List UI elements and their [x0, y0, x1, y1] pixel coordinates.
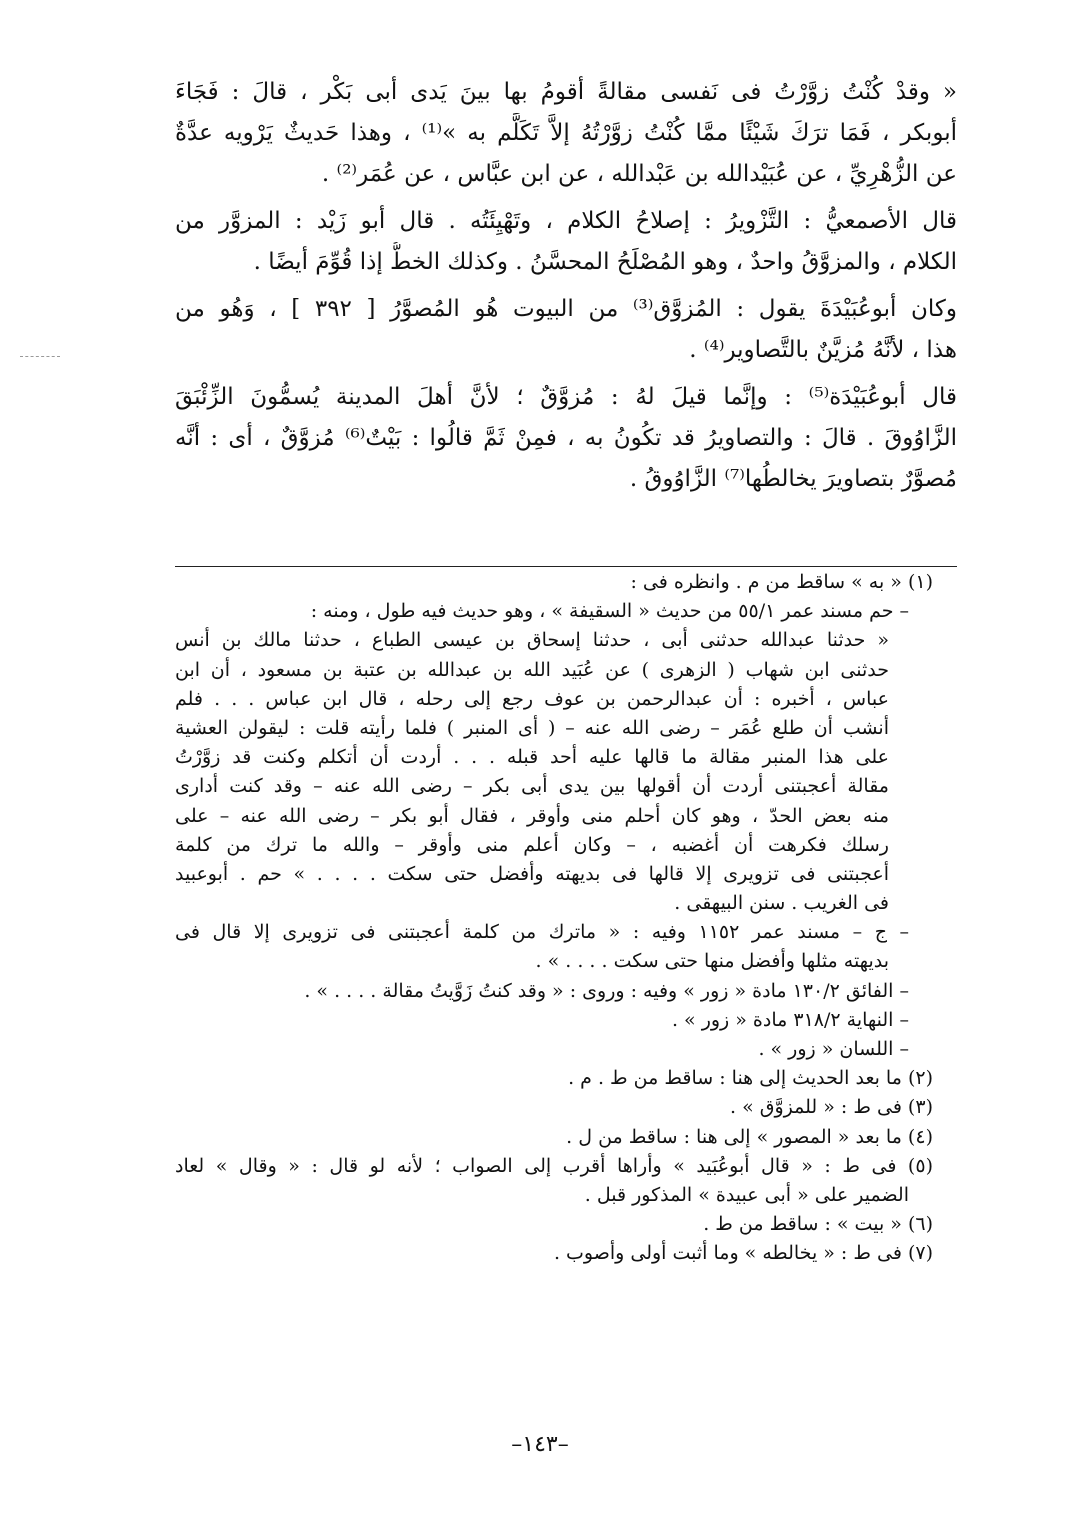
footnote-line: حدثنى ابن شهاب ( الزهرى ) عن عُبَيد الله بن عبدالله بن عتبة بن مسعود ، أن ابن [175, 658, 889, 681]
main-text-line: « وقدْ كُنْتُ زوَّرْتُ فى نَفسى مقالةً أقومُ بها بينَ يَدى أبى بَكْر ، قالَ : فَجَاءَ [175, 79, 957, 105]
footnote-line: أعجبتنى فى تزويرى إلا قالها فى بديهته وأفضل حتى سكت . . . . » حم . أبوعبيد [175, 862, 889, 885]
footnote-line: (٤) ما بعد « المصور » إلى هنا : ساقط من ل . [566, 1125, 933, 1148]
footnotes-block [175, 568, 933, 1269]
main-text-line: الزَّاوُوقَ . قالَ : والتصاويرُ قد تكُونُ به ، فمِنْ ثَمَّ قالُوا : بَيْتٌ⁽⁶⁾ مُزوَّقٌ ، أى : أنَّه [175, 425, 957, 451]
footnote-line: الضمير على « أبى عبيدة » المذكور قبل . [584, 1183, 909, 1206]
footnote-line: – حم مسند عمر ٥٥/١ من حديث « السقيفة » ، وهو حديث فيه طول ، ومنه : [310, 600, 909, 623]
footnote-line: – ج – مسند عمر ١١٥٢ وفيه : « ماترك من كلمة أعجبتنى فى تزويرى إلا قال فى [175, 921, 910, 944]
footnote-line: – اللسان « زور » . [758, 1038, 909, 1060]
footnote-line: « حدثنا عبدالله حدثنى أبى ، حدثنا إسحاق بن عيسى الطباع ، حدثنا مالك بن أنس [175, 629, 889, 652]
main-text-line: هذا ، لأنَّهُ مُزيَّنٌ بالتَّصاوير⁽⁴⁾ . [689, 337, 957, 363]
footnote-line: أنشب أن طلع عُمَر – رضى الله عنه – ( أى المنبر ) فلما رأيته قلت : ليقولن العشية [175, 716, 889, 739]
main-text-block [175, 72, 957, 500]
footnote-line: عباس ، أخبره : أن عبدالرحمن بن عوف رجع إلى رحله ، قال ابن عباس . . . فلم [175, 687, 889, 710]
main-text-line: الكلام ، والمزوَّقُ واحدٌ ، وهو المُصْلَحُ المحسَّنُ . وكذلك الخطُّ إذا قُوِّمَ أيضًا . [253, 249, 957, 275]
footnote-line: (٢) ما بعد الحديث إلى هنا : ساقط من ط . م . [568, 1067, 933, 1090]
footnote-line: منه بعض الحدّ ، وهو كان أحلم منى وأوقر ، فقال أبو بكر – رضى الله عنه – على [175, 804, 889, 827]
footnote-line: – النهاية ٣١٨/٢ مادة « زور » . [671, 1008, 909, 1031]
main-text-line: قال أبوعُبَيْدَة⁽⁵⁾ : وإنَّما قيلَ لهُ : مُزوَّقٌ ؛ لأنَّ أهلَ المدينة يُسمُّونَ الزِّئْبَقَ [175, 384, 957, 410]
footnote-line: (٥) فى ط : « قال أبوعُبَيد » وأراها أقرب إلى الصواب ؛ لأنه لو قال : « وقال » لعاد [175, 1154, 933, 1177]
main-text-line: مُصوَّرٌ بتصاويرَ يخالطُها⁽⁷⁾ الزَّاوُوقُ . [629, 466, 957, 492]
margin-mark [20, 356, 60, 357]
main-text-line: أبوبكر ، فَمَا ترَكَ شَيْئًا ممَّا كُنْتُ زوَّرْتُهُ إلاَّ تَكَلَّم به »⁽¹⁾ ، وهذا حَديثٌ يَرْويه عدَّةٌ [175, 120, 957, 146]
page-number: –١٤٣– [511, 1432, 569, 1457]
main-text-line: قال الأصمعيُّ : التَّزْويرُ : إصلاحُ الكلام ، وتَهْيِئَتُه . قال أبو زَيْد : المزوَّر من [175, 208, 957, 234]
footnote-line: رسلك فكرهت أن أغضبه ، – وكان أعلم منى وأوقر – والله ما ترك من كلمة [175, 833, 889, 856]
footnote-line: (٣) فى ط : « للمزوَّق » . [730, 1096, 933, 1119]
footnote-line: – الفائق ١٣٠/٢ مادة « زور » وفيه : وروى : « وقد كنتُ زَوَّيتُ مقالة . . . . » . [304, 979, 909, 1002]
main-text-line: عن الزُّهْرِيِّ ، عن عُبَيْدالله بن عَبْدالله ، عن ابن عبَّاس ، عن عُمَر⁽²⁾ . [321, 161, 957, 187]
footnote-divider [175, 566, 957, 567]
footnote-line: مقالة أعجبتنى أردت أن أقولها بين يدى أبى بكر – رضى الله عنه – وقد كنت أدارى [175, 775, 889, 798]
footnote-line: على هذا المنبر مقالة ما قالها عليه أحد قبله . . . أردت أن أتكلم وكنت قد زوَّرْتُ [175, 746, 889, 769]
footnote-line: بديهته مثلها وأفضل منها حتى سكت . . . . » . [535, 950, 889, 973]
main-text-line: وكان أبوعُبَيْدَةَ يقول : المُزوَّق⁽³⁾ من البيوت هُو المُصوَّرُ [ ٣٩٢ ] ، وَهُو من [175, 296, 957, 322]
footnote-line: (٦) « بيت » : ساقط من ط . [703, 1213, 933, 1236]
footnote-line: فى الغريب . سنن البيهقى . [674, 892, 889, 915]
footnote-line: (٧) فى ط : « يخالطه » وما أثبت أولى وأصوب . [553, 1242, 933, 1265]
footnote-line: (١) « به » ساقط من م . وانظره فى : [630, 571, 933, 593]
